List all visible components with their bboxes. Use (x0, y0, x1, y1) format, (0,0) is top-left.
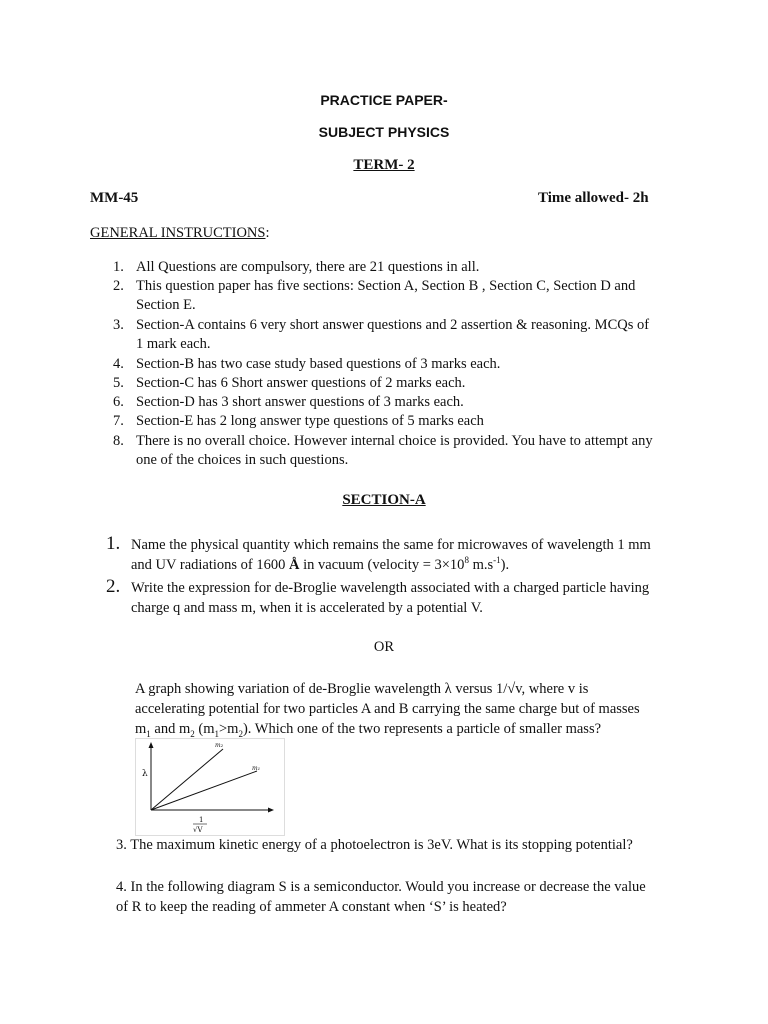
graph-x-label-denominator: √V (193, 826, 203, 834)
term-title: TERM- 2 (353, 157, 415, 173)
instruction-item: Section E. (136, 297, 196, 313)
instruction-item: This question paper has five sections: Section A, Section B , Section C, Section D and (136, 278, 636, 294)
instruction-number: 8. (113, 433, 124, 449)
graph-y-label: λ (142, 769, 148, 779)
graph-line-top-label: m₂ (215, 742, 224, 749)
time-allowed: Time allowed- 2h (538, 190, 649, 206)
instruction-number: 2. (113, 278, 124, 294)
instruction-item: one of the choices in such questions. (136, 452, 349, 468)
section-a-heading: SECTION-A (342, 492, 426, 508)
instruction-item: There is no overall choice. However internal choice is provided. You have to attempt any (136, 433, 653, 449)
instructions-heading: GENERAL INSTRUCTIONS: (90, 225, 270, 241)
question-1-line-1: Name the physical quantity which remains the same for microwaves of wavelength 1 mm (131, 537, 651, 553)
paper-title: PRACTICE PAPER- (320, 92, 448, 108)
graph-line-bottom-label: m₁ (252, 765, 261, 772)
question-3: 3. The maximum kinetic energy of a photoelectron is 3eV. What is its stopping potential? (116, 837, 633, 853)
instruction-number: 3. (113, 317, 124, 333)
question-4-line-1: 4. In the following diagram S is a semiconductor. Would you increase or decrease the value (116, 879, 646, 895)
instruction-number: 6. (113, 394, 124, 410)
question-2-line-1: Write the expression for de-Broglie wavelength associated with a charged particle having (131, 580, 650, 596)
question-2-line-2: charge q and mass m, when it is accelerated by a potential V. (131, 600, 483, 616)
question-4-line-2: of R to keep the reading of ammeter A constant when ‘S’ is heated? (116, 899, 507, 915)
instruction-item: 1 mark each. (136, 336, 211, 352)
question-1-line-2: and UV radiations of 1600 Å in vacuum (velocity = $3\times 10^8$ $m.s^{-1}$). (131, 555, 510, 573)
question-number: 2. (106, 576, 121, 597)
subject-title: SUBJECT PHYSICS (318, 124, 450, 140)
graph-x-label-numerator: 1 (199, 816, 204, 824)
alt-question-line-3: $m_1$ and $m_2$ $(m_1>m_2)$. Which one of the two represents a particle of smaller mass? (135, 721, 602, 739)
wavelength-graph (135, 738, 285, 836)
instruction-number: 1. (113, 259, 124, 275)
instruction-item: Section-C has 6 Short answer questions of 2 marks each. (136, 375, 466, 391)
alt-question-line-2: accelerating potential for two particles A and B carrying the same charge but of masses (135, 701, 640, 717)
instruction-number: 7. (113, 413, 124, 429)
instruction-item: Section-A contains 6 very short answer questions and 2 assertion & reasoning. MCQs of (136, 317, 650, 333)
instruction-item: Section-E has 2 long answer type questions of 5 marks each (136, 413, 484, 429)
instruction-item: All Questions are compulsory, there are 21 questions in all. (136, 259, 480, 275)
or-separator: OR (373, 639, 395, 655)
max-marks: MM-45 (90, 190, 139, 206)
instruction-number: 5. (113, 375, 124, 391)
question-number: 1. (106, 533, 121, 554)
alt-question-line-1: A graph showing variation of de-Broglie wavelength λ versus 1/√v, where v is (135, 681, 589, 697)
instruction-item: Section-D has 3 short answer questions of 3 marks each. (136, 394, 464, 410)
instruction-item: Section-B has two case study based questions of 3 marks each. (136, 356, 501, 372)
instruction-number: 4. (113, 356, 124, 372)
